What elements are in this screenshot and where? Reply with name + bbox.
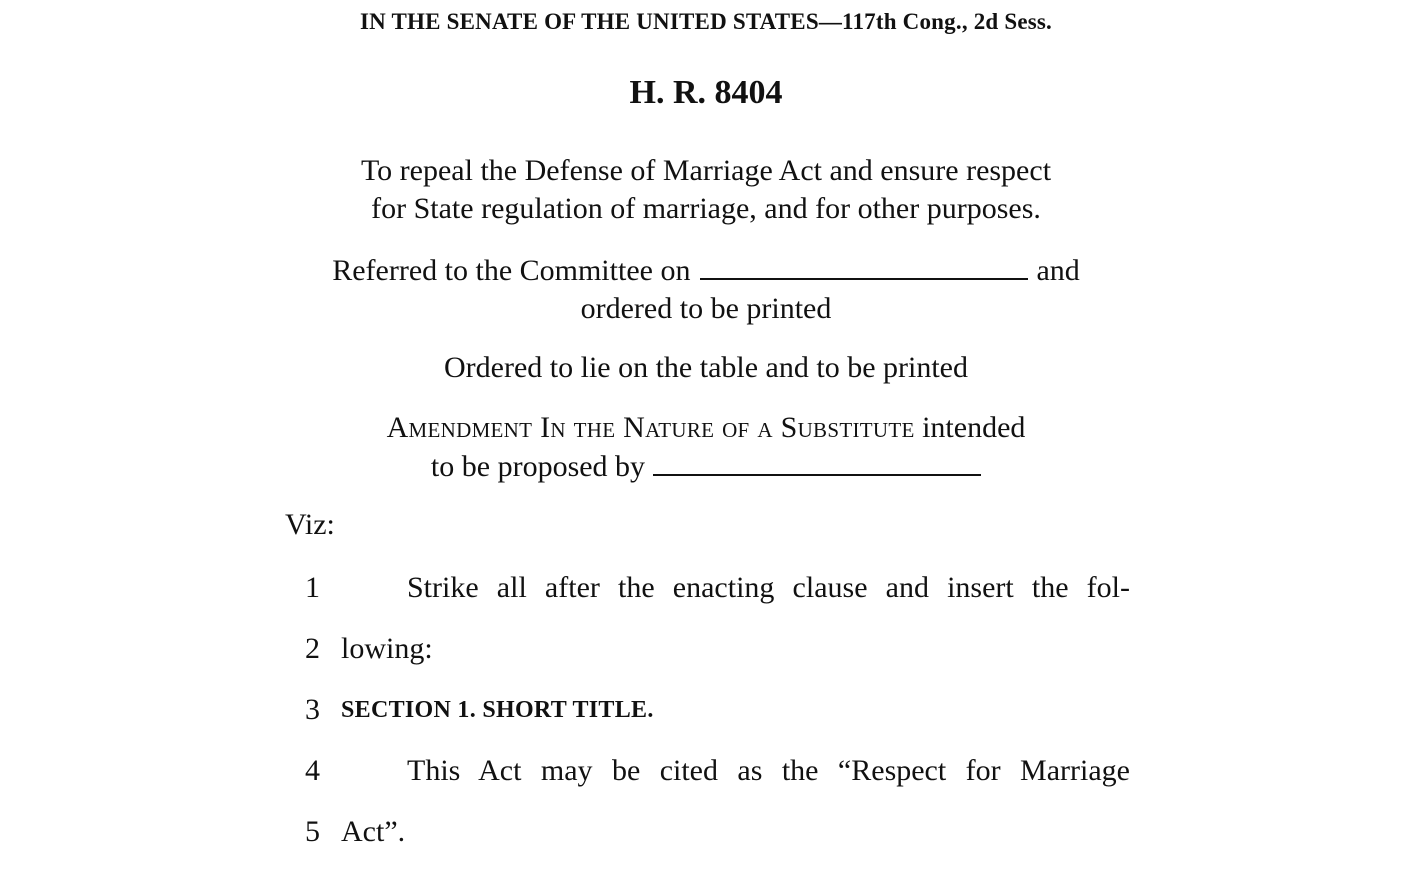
line-number: 2 [305,632,320,665]
proposer-blank-line [653,447,981,476]
ordered-to-lie-statement: Ordered to lie on the table and to be printed [444,351,968,384]
senate-session-header: IN THE SENATE OF THE UNITED STATES—117th Cong., 2d Sess. [359,9,1053,34]
numbered-line [290,568,1130,608]
line-number: 1 [305,571,320,604]
line-number: 4 [305,754,320,787]
numbered-line [290,629,1130,669]
line-text: Strike all after the enacting clause and insert the fol- [407,571,1130,604]
line-text: lowing: [341,632,433,665]
bill-purpose-line-1: To repeal the Defense of Marriage Act and ensure respect [360,154,1052,187]
referral-line-2: ordered to be printed [580,292,832,325]
referral-prefix: Referred to the Committee on [332,254,691,287]
numbered-line [290,812,1130,852]
committee-blank-line [700,251,1028,280]
referral-statement [0,251,1412,328]
amendment-suffix: intended [914,411,1026,444]
amendment-title: Amendment In the Nature of a Substitute [386,411,915,444]
section-heading: SECTION 1. SHORT TITLE. [341,697,654,723]
amendment-statement [0,409,1412,486]
amendment-proposer-prefix: to be proposed by [430,450,646,483]
bill-number: H. R. 8404 [629,74,783,111]
bill-purpose-line-2: for State regulation of marriage, and for other purposes. [371,192,1041,225]
viz-label: Viz: [285,508,335,541]
numbered-line [290,751,1130,791]
line-text: Act”. [341,815,406,848]
bill-purpose [0,152,1412,228]
numbered-line [290,690,1130,730]
line-number: 5 [305,815,320,848]
referral-suffix: and [1036,254,1080,287]
line-number: 3 [305,693,320,726]
line-text: This Act may be cited as the “Respect for Marriage [407,754,1130,787]
